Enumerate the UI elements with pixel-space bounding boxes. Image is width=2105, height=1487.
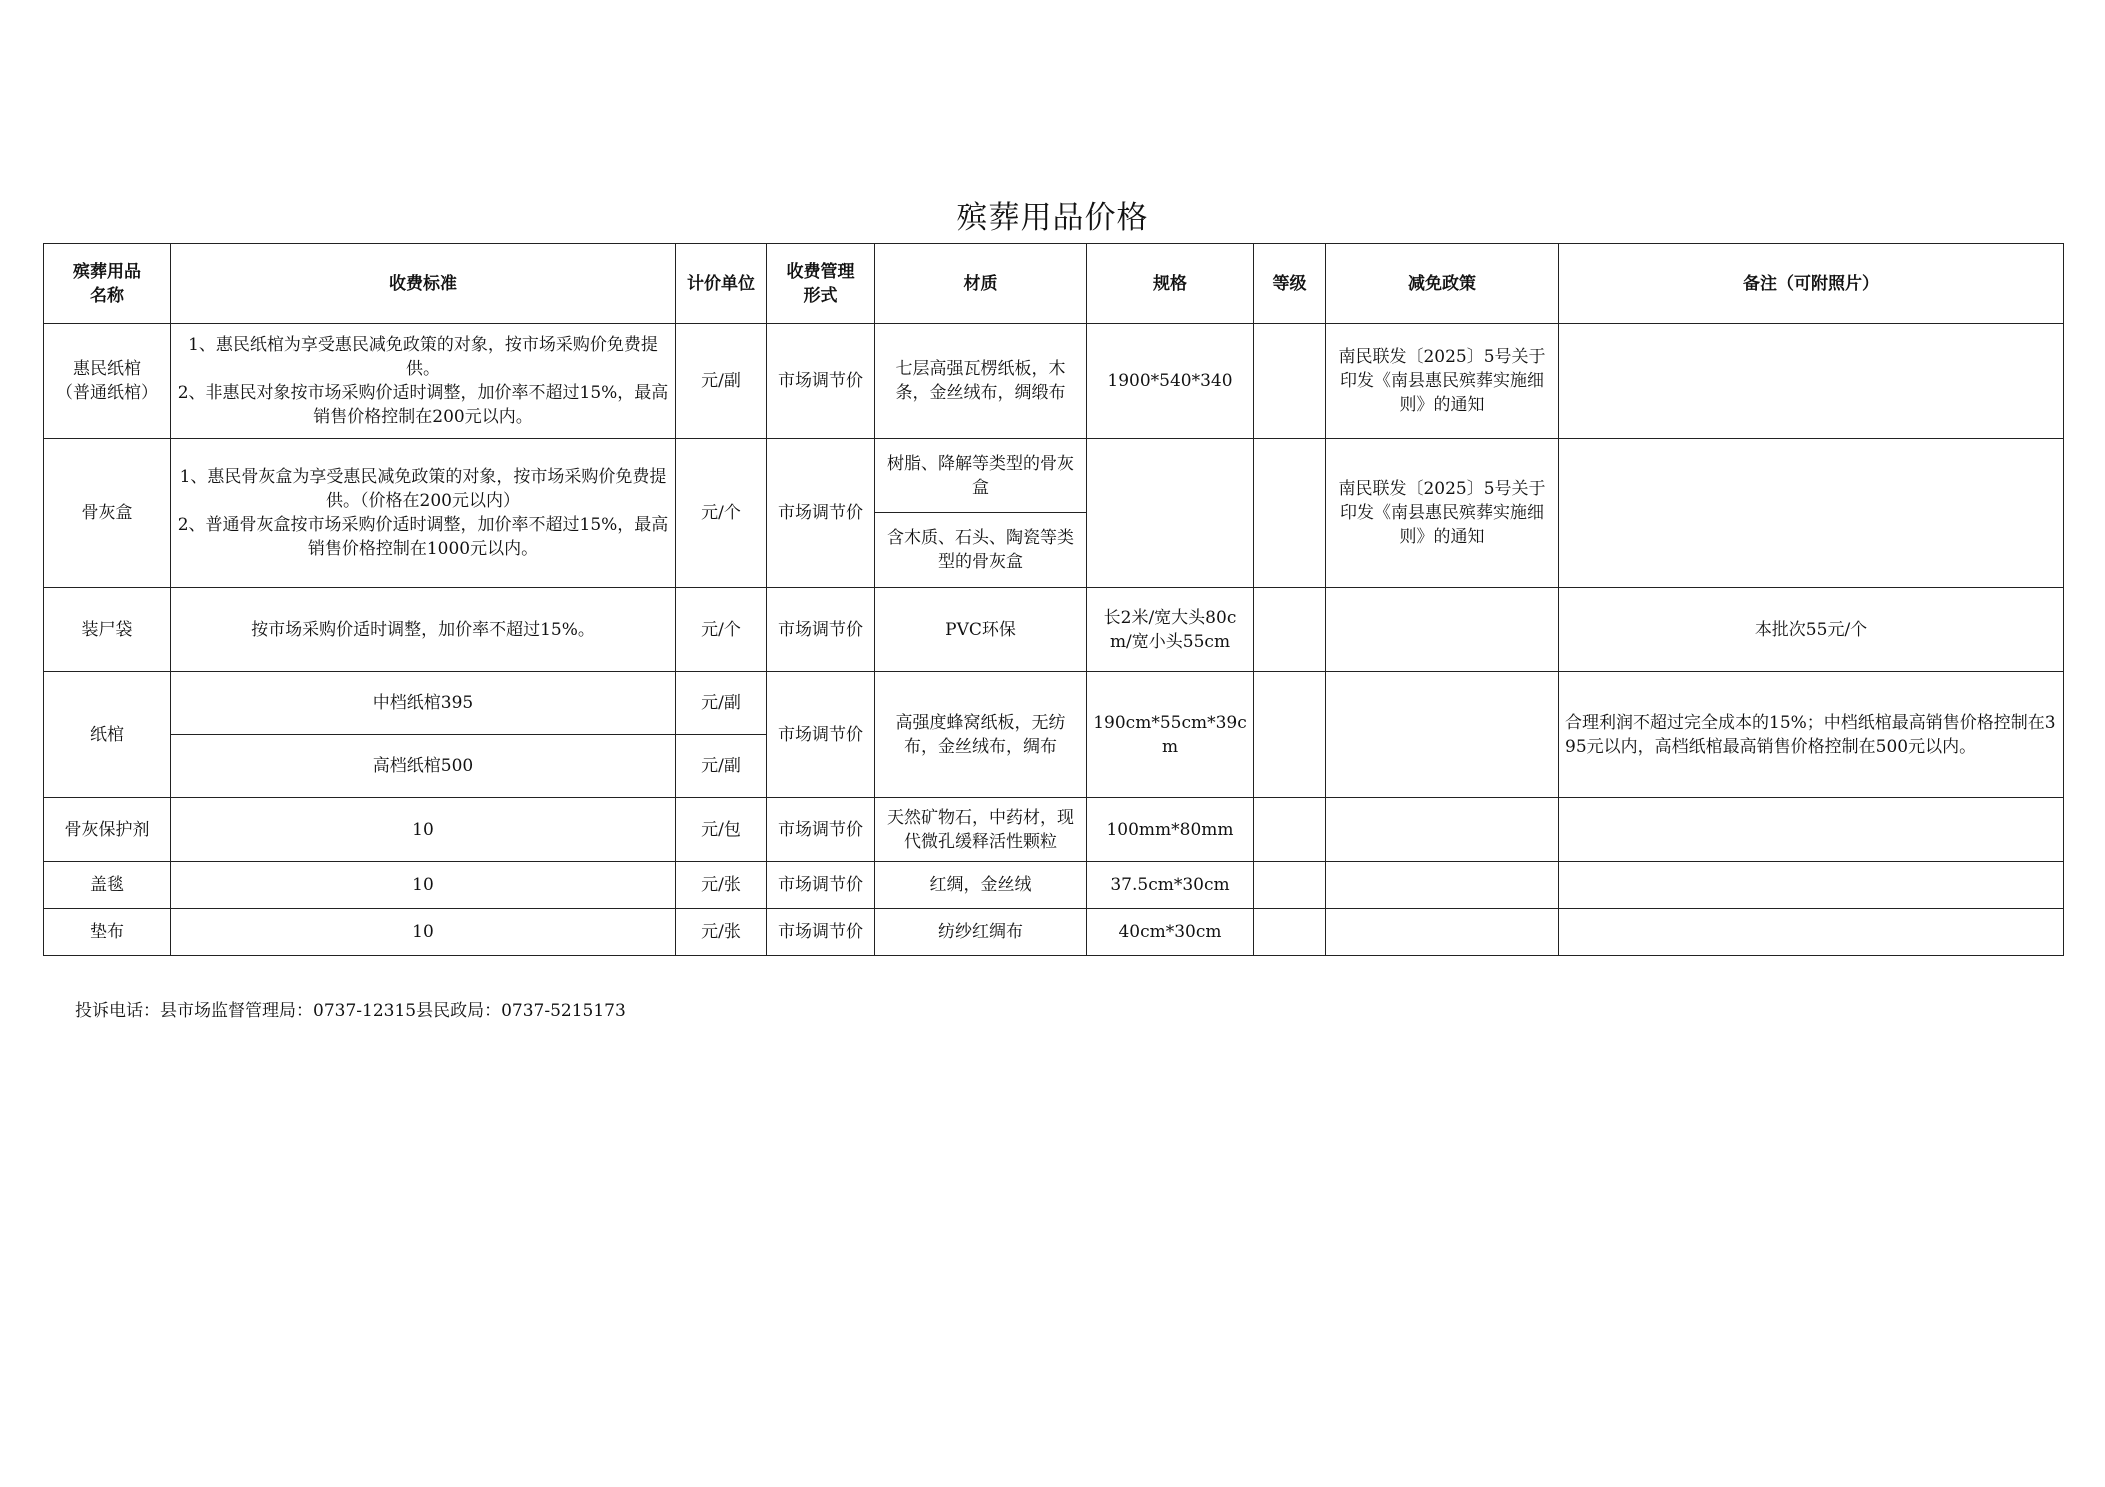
cell-mgmt: 市场调节价 — [767, 439, 875, 588]
cell-name: 惠民纸棺 （普通纸棺） — [44, 324, 171, 439]
cell-spec: 1900*540*340 — [1087, 324, 1254, 439]
cell-standard: 高档纸棺500 — [171, 735, 676, 798]
cell-unit: 元/副 — [676, 324, 767, 439]
table-row — [44, 862, 2064, 909]
table-row — [44, 588, 2064, 672]
cell-remark — [1559, 862, 2064, 909]
cell-mgmt: 市场调节价 — [767, 862, 875, 909]
cell-name: 盖毯 — [44, 862, 171, 909]
cell-remark — [1559, 909, 2064, 956]
cell-unit: 元/个 — [676, 588, 767, 672]
cell-standard: 10 — [171, 909, 676, 956]
price-table — [43, 243, 2064, 956]
header-policy: 减免政策 — [1326, 244, 1559, 324]
cell-policy: 南民联发〔2025〕5号关于印发《南县惠民殡葬实施细则》的通知 — [1326, 324, 1559, 439]
cell-grade — [1254, 862, 1326, 909]
cell-policy — [1326, 588, 1559, 672]
cell-unit: 元/副 — [676, 672, 767, 735]
header-standard: 收费标准 — [171, 244, 676, 324]
cell-spec — [1087, 439, 1254, 588]
cell-unit: 元/副 — [676, 735, 767, 798]
cell-policy — [1326, 672, 1559, 798]
cell-material: 纺纱红绸布 — [875, 909, 1087, 956]
cell-spec: 长2米/宽大头80cm/宽小头55cm — [1087, 588, 1254, 672]
cell-remark — [1559, 439, 2064, 588]
cell-policy — [1326, 909, 1559, 956]
cell-grade — [1254, 909, 1326, 956]
complaint-phone-note: 投诉电话：县市场监督管理局：0737-12315县民政局：0737-5215173 — [75, 1001, 626, 1021]
cell-unit: 元/张 — [676, 909, 767, 956]
cell-spec: 37.5cm*30cm — [1087, 862, 1254, 909]
cell-material: 七层高强瓦楞纸板，木条，金丝绒布，绸缎布 — [875, 324, 1087, 439]
cell-spec: 100mm*80mm — [1087, 798, 1254, 862]
cell-unit: 元/个 — [676, 439, 767, 588]
cell-name: 骨灰保护剂 — [44, 798, 171, 862]
cell-policy — [1326, 862, 1559, 909]
cell-grade — [1254, 798, 1326, 862]
cell-unit: 元/包 — [676, 798, 767, 862]
cell-standard: 1、惠民骨灰盒为享受惠民减免政策的对象，按市场采购价免费提供。（价格在200元以内） 2、普通骨灰盒按市场采购价适时调整，加价率不超过15%，最高销售价格控制在1000元以内。 — [171, 439, 676, 588]
cell-remark: 合理利润不超过完全成本的15%；中档纸棺最高销售价格控制在395元以内，高档纸棺最高销售价格控制在500元以内。 — [1559, 672, 2064, 798]
cell-name: 装尸袋 — [44, 588, 171, 672]
cell-standard: 按市场采购价适时调整，加价率不超过15%。 — [171, 588, 676, 672]
header-row — [44, 244, 2064, 324]
cell-mgmt: 市场调节价 — [767, 324, 875, 439]
cell-grade — [1254, 324, 1326, 439]
page-title: 殡葬用品价格 — [956, 200, 1149, 236]
cell-spec: 40cm*30cm — [1087, 909, 1254, 956]
cell-spec: 190cm*55cm*39cm — [1087, 672, 1254, 798]
cell-remark — [1559, 798, 2064, 862]
cell-unit: 元/张 — [676, 862, 767, 909]
cell-name: 骨灰盒 — [44, 439, 171, 588]
header-mgmt: 收费管理 形式 — [767, 244, 875, 324]
cell-grade — [1254, 588, 1326, 672]
cell-policy: 南民联发〔2025〕5号关于印发《南县惠民殡葬实施细则》的通知 — [1326, 439, 1559, 588]
table-row — [44, 909, 2064, 956]
cell-mgmt: 市场调节价 — [767, 672, 875, 798]
table-row — [44, 439, 2064, 513]
cell-policy — [1326, 798, 1559, 862]
cell-standard: 10 — [171, 798, 676, 862]
table-row — [44, 798, 2064, 862]
cell-material: 树脂、降解等类型的骨灰盒 — [875, 439, 1087, 513]
cell-mgmt: 市场调节价 — [767, 798, 875, 862]
cell-material: 红绸，金丝绒 — [875, 862, 1087, 909]
cell-grade — [1254, 439, 1326, 588]
header-spec: 规格 — [1087, 244, 1254, 324]
header-material: 材质 — [875, 244, 1087, 324]
cell-remark: 本批次55元/个 — [1559, 588, 2064, 672]
cell-name: 垫布 — [44, 909, 171, 956]
header-remark: 备注（可附照片） — [1559, 244, 2064, 324]
header-unit: 计价单位 — [676, 244, 767, 324]
cell-grade — [1254, 672, 1326, 798]
cell-remark — [1559, 324, 2064, 439]
cell-material: PVC环保 — [875, 588, 1087, 672]
cell-mgmt: 市场调节价 — [767, 588, 875, 672]
cell-mgmt: 市场调节价 — [767, 909, 875, 956]
cell-material: 天然矿物石，中药材，现代微孔缓释活性颗粒 — [875, 798, 1087, 862]
cell-standard: 10 — [171, 862, 676, 909]
cell-standard: 中档纸棺395 — [171, 672, 676, 735]
cell-name: 纸棺 — [44, 672, 171, 798]
cell-standard: 1、惠民纸棺为享受惠民减免政策的对象，按市场采购价免费提供。 2、非惠民对象按市场采购价适时调整，加价率不超过15%，最高销售价格控制在200元以内。 — [171, 324, 676, 439]
header-grade: 等级 — [1254, 244, 1326, 324]
header-name: 殡葬用品 名称 — [44, 244, 171, 324]
table-row — [44, 672, 2064, 735]
cell-material: 含木质、石头、陶瓷等类型的骨灰盒 — [875, 513, 1087, 588]
table-row — [44, 324, 2064, 439]
cell-material: 高强度蜂窝纸板，无纺布，金丝绒布，绸布 — [875, 672, 1087, 798]
